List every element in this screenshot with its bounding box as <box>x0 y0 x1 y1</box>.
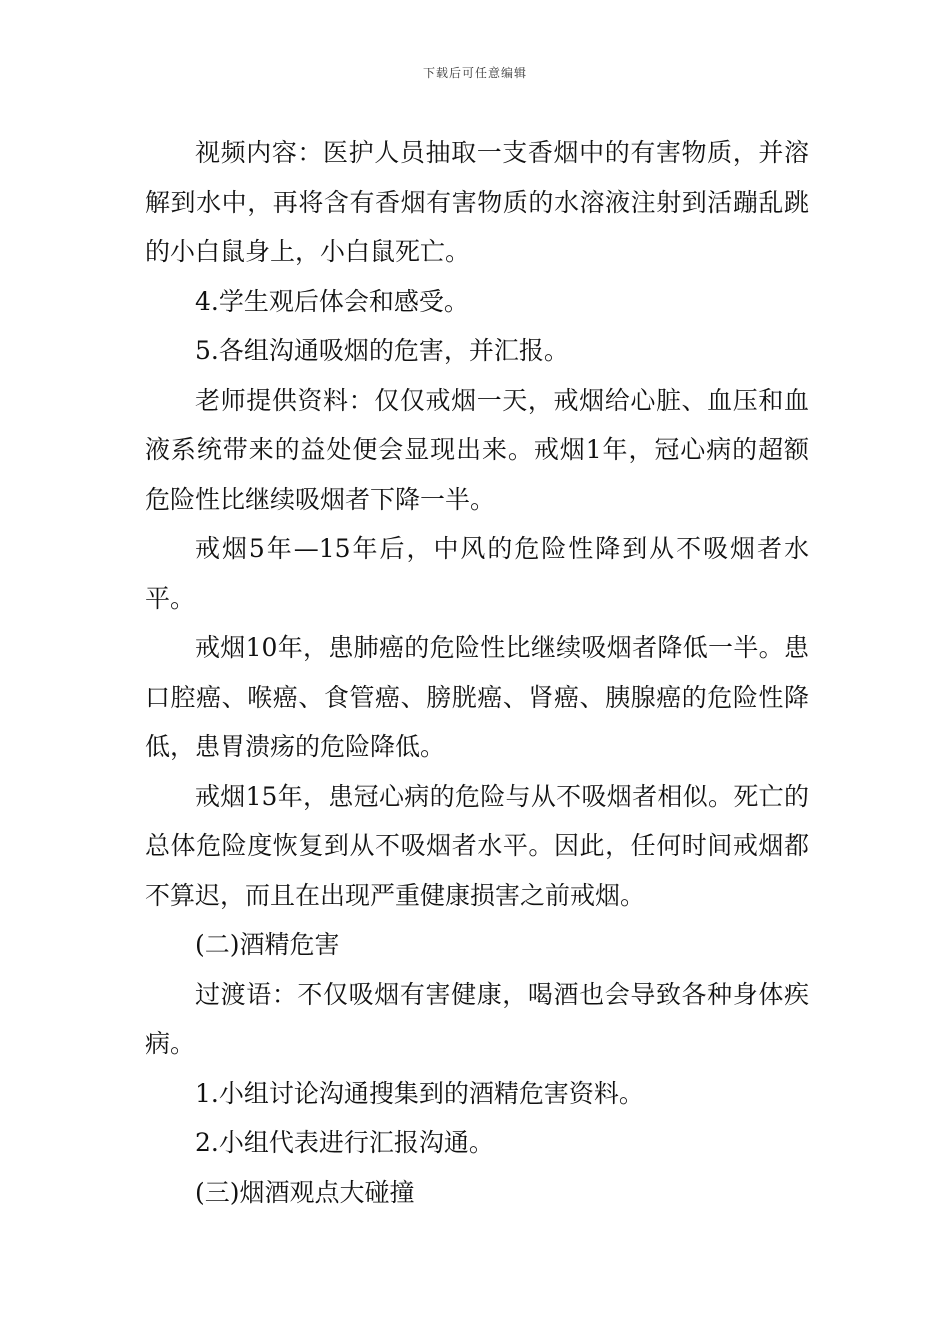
section-heading-debate: (三)烟酒观点大碰撞 <box>195 1177 415 1207</box>
paragraph-quit-15-years: 戒烟15年，患冠心病的危险与从不吸烟者相似。死亡的总体危险度恢复到从不吸烟者水平。因此，任何时间戒烟都不算迟，而且在出现严重健康损害之前戒烟。 <box>145 781 809 910</box>
paragraph-step-5: 5.各组沟通吸烟的危害，并汇报。 <box>195 336 569 365</box>
paragraph-transition: 过渡语：不仅吸烟有害健康，喝酒也会导致各种身体疾病。 <box>145 979 809 1058</box>
paragraph-quit-5-15-years: 戒烟5年—15年后，中风的危险性降到从不吸烟者水平。 <box>145 534 809 613</box>
paragraph-video-content: 视频内容：医护人员抽取一支香烟中的有害物质，并溶解到水中，再将含有香烟有害物质的水溶液注射到活蹦乱跳的小白鼠身上，小白鼠死亡。 <box>145 138 809 266</box>
paragraph-group-discussion: 1.小组讨论沟通搜集到的酒精危害资料。 <box>195 1078 644 1108</box>
section-heading-alcohol-harm: (二)酒精危害 <box>195 930 340 959</box>
paragraph-teacher-materials: 老师提供资料：仅仅戒烟一天，戒烟给心脏、血压和血液系统带来的益处便会显现出来。戒烟1年，冠心病的超额危险性比继续吸烟者下降一半。 <box>145 385 809 514</box>
paragraph-quit-10-years: 戒烟10年，患肺癌的危险性比继续吸烟者降低一半。患口腔癌、喉癌、食管癌、膀胱癌、肾癌、胰腺癌的危险性降低，患胃溃疡的危险降低。 <box>145 633 809 761</box>
paragraph-step-4: 4.学生观后体会和感受。 <box>195 286 469 316</box>
paragraph-group-report: 2.小组代表进行汇报沟通。 <box>195 1128 494 1157</box>
page-header: 下载后可任意编辑 <box>422 66 527 80</box>
document-body <box>145 128 809 1217</box>
